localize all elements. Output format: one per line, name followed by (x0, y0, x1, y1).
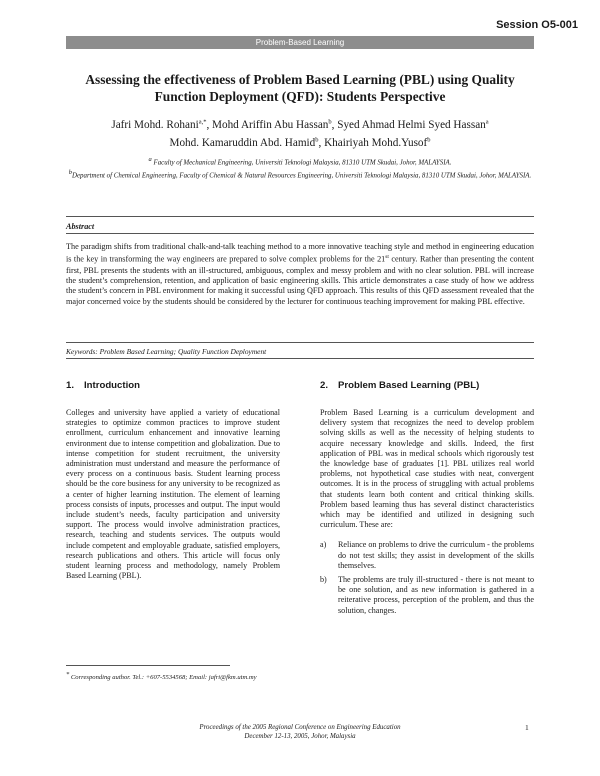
abstract-heading-rule (66, 233, 534, 234)
right-column (320, 380, 534, 620)
abstract-bottom-rule (66, 342, 534, 343)
pbl-characteristics-list (320, 540, 534, 615)
footnote-rule (66, 665, 230, 666)
section-heading-pbl: 2. Problem Based Learning (PBL) (320, 380, 480, 391)
left-column (66, 380, 280, 581)
author: Mohd. Kamaruddin Abd. Hamid$^b$, (169, 136, 325, 150)
author: Syed Ahmad Helmi Syed Hassan$^a$ (337, 118, 489, 131)
proceedings-footer (66, 723, 534, 742)
affiliation-list (66, 155, 534, 180)
list-item: b) The problems are truly ill-structured - there is not meant to be one solution, and as new information is gathered in a reiterative process, perception of the problem, and thus the solution, changes. (320, 575, 534, 615)
paper-title (66, 71, 534, 105)
author: Jafri Mohd. Rohani$^{a,*}$, (111, 118, 213, 131)
abstract-top-rule (66, 216, 534, 217)
author: Khairiyah Mohd.Yusof$^b$ (324, 136, 431, 150)
title-line-1: Assessing the effectiveness of Problem Based Learning (PBL) using Quality (85, 72, 515, 87)
abstract-heading: Abstract (66, 222, 95, 231)
affiliation: $^b$Department of Chemical Engineering, Faculty of Chemical & Natural Resources Engineering, Universiti Teknologi Malaysia, 81310 UTM Skudai, Johor, MALAYSIA. (68, 168, 532, 179)
section-heading-introduction: 1. Introduction (66, 380, 140, 391)
pbl-text: Problem Based Learning is a curriculum development and delivery system that recognizes the need to develop problem solving skills as well as the necessity of helping students to acquire necessary knowledge and skills. Indeed, the first application of PBL was in medical schools which rigorously test the knowledge base of graduates [1]. PBL utilizes real world problems, not hypothetical case studies with neat, convergent outcomes. It is in the process of struggling with actual problems that students learn both content and critical thinking skills. Problem based learning thus has several distinct characteristics which may be identified and utilized in designing such curriculum. These are: (320, 408, 534, 530)
keywords: Keywords: Problem Based Learning; Quality Function Deployment (66, 347, 267, 356)
track-banner (66, 36, 534, 49)
introduction-text: Colleges and university have applied a variety of educational strategies to optimize common practices to improve student enrollment, curriculum enhancement and innovative learning environment due to intense competition and globalization. Due to intense competition for student recruitment, the university administration must understand and measure the performance of every process on a continuous basis. Student learning process should be the core business for any university to be recognized as a center of higher learning institution. The element of learning process consists of inputs, processes and output. The input would include student’s needs, faculty participation and university support. The process would involve administration practices, research, teaching and students services. The outputs would include competent and employable graduate, satisfied employers, research publications and others. This article will focus only student learning process and methodology, namely Problem Based Learning (PBL). (66, 408, 280, 581)
title-line-2: Function Deployment (QFD): Students Perspective (154, 89, 446, 104)
session-code: Session O5-001 (496, 19, 578, 31)
affiliation: $^a$ Faculty of Mechanical Engineering, Universiti Teknologi Malaysia, 81310 UTM Skudai, Johor, MALAYSIA. (148, 156, 452, 167)
corresponding-author-footnote: * Corresponding author. Tel.: +607-5534568; Email: jafri@fkm.utm.my (66, 671, 257, 682)
track-label: Problem-Based Learning (255, 38, 345, 47)
keywords-rule (66, 358, 534, 359)
list-item: a) Reliance on problems to drive the curriculum - the problems do not test skills; they assist in development of the skills themselves. (320, 540, 534, 570)
author: Mohd Ariffin Abu Hassan$^b$, (212, 118, 338, 131)
abstract-text: The paradigm shifts from traditional chalk-and-talk teaching method to a more innovative teaching style and method in engineering education is the key in transforming the way engineers are prepared to solve complex problems for the 21st century. Rather than presenting the content first, PBL presents the students with an ill-structured, ambiguous, complex and messy problem and with no clear solution. PBL will increase the student’s comprehension, retention, and application of basic engineering skills. This article demonstrates a case study of how we address the student’s concern in PBL environment for making it successful using QFD approach. This results of this QFD assessment revealed that the major concerned voice by the students should be considered by the lecturer for continuous teaching improvement for making PBL effective. (66, 242, 534, 306)
author-list (66, 114, 534, 151)
footer-line-2: December 12-13, 2005, Johor, Malaysia (244, 733, 356, 741)
footer-line-1: Proceedings of the 2005 Regional Conference on Engineering Education (199, 724, 401, 731)
page-number: 1 (525, 723, 529, 732)
